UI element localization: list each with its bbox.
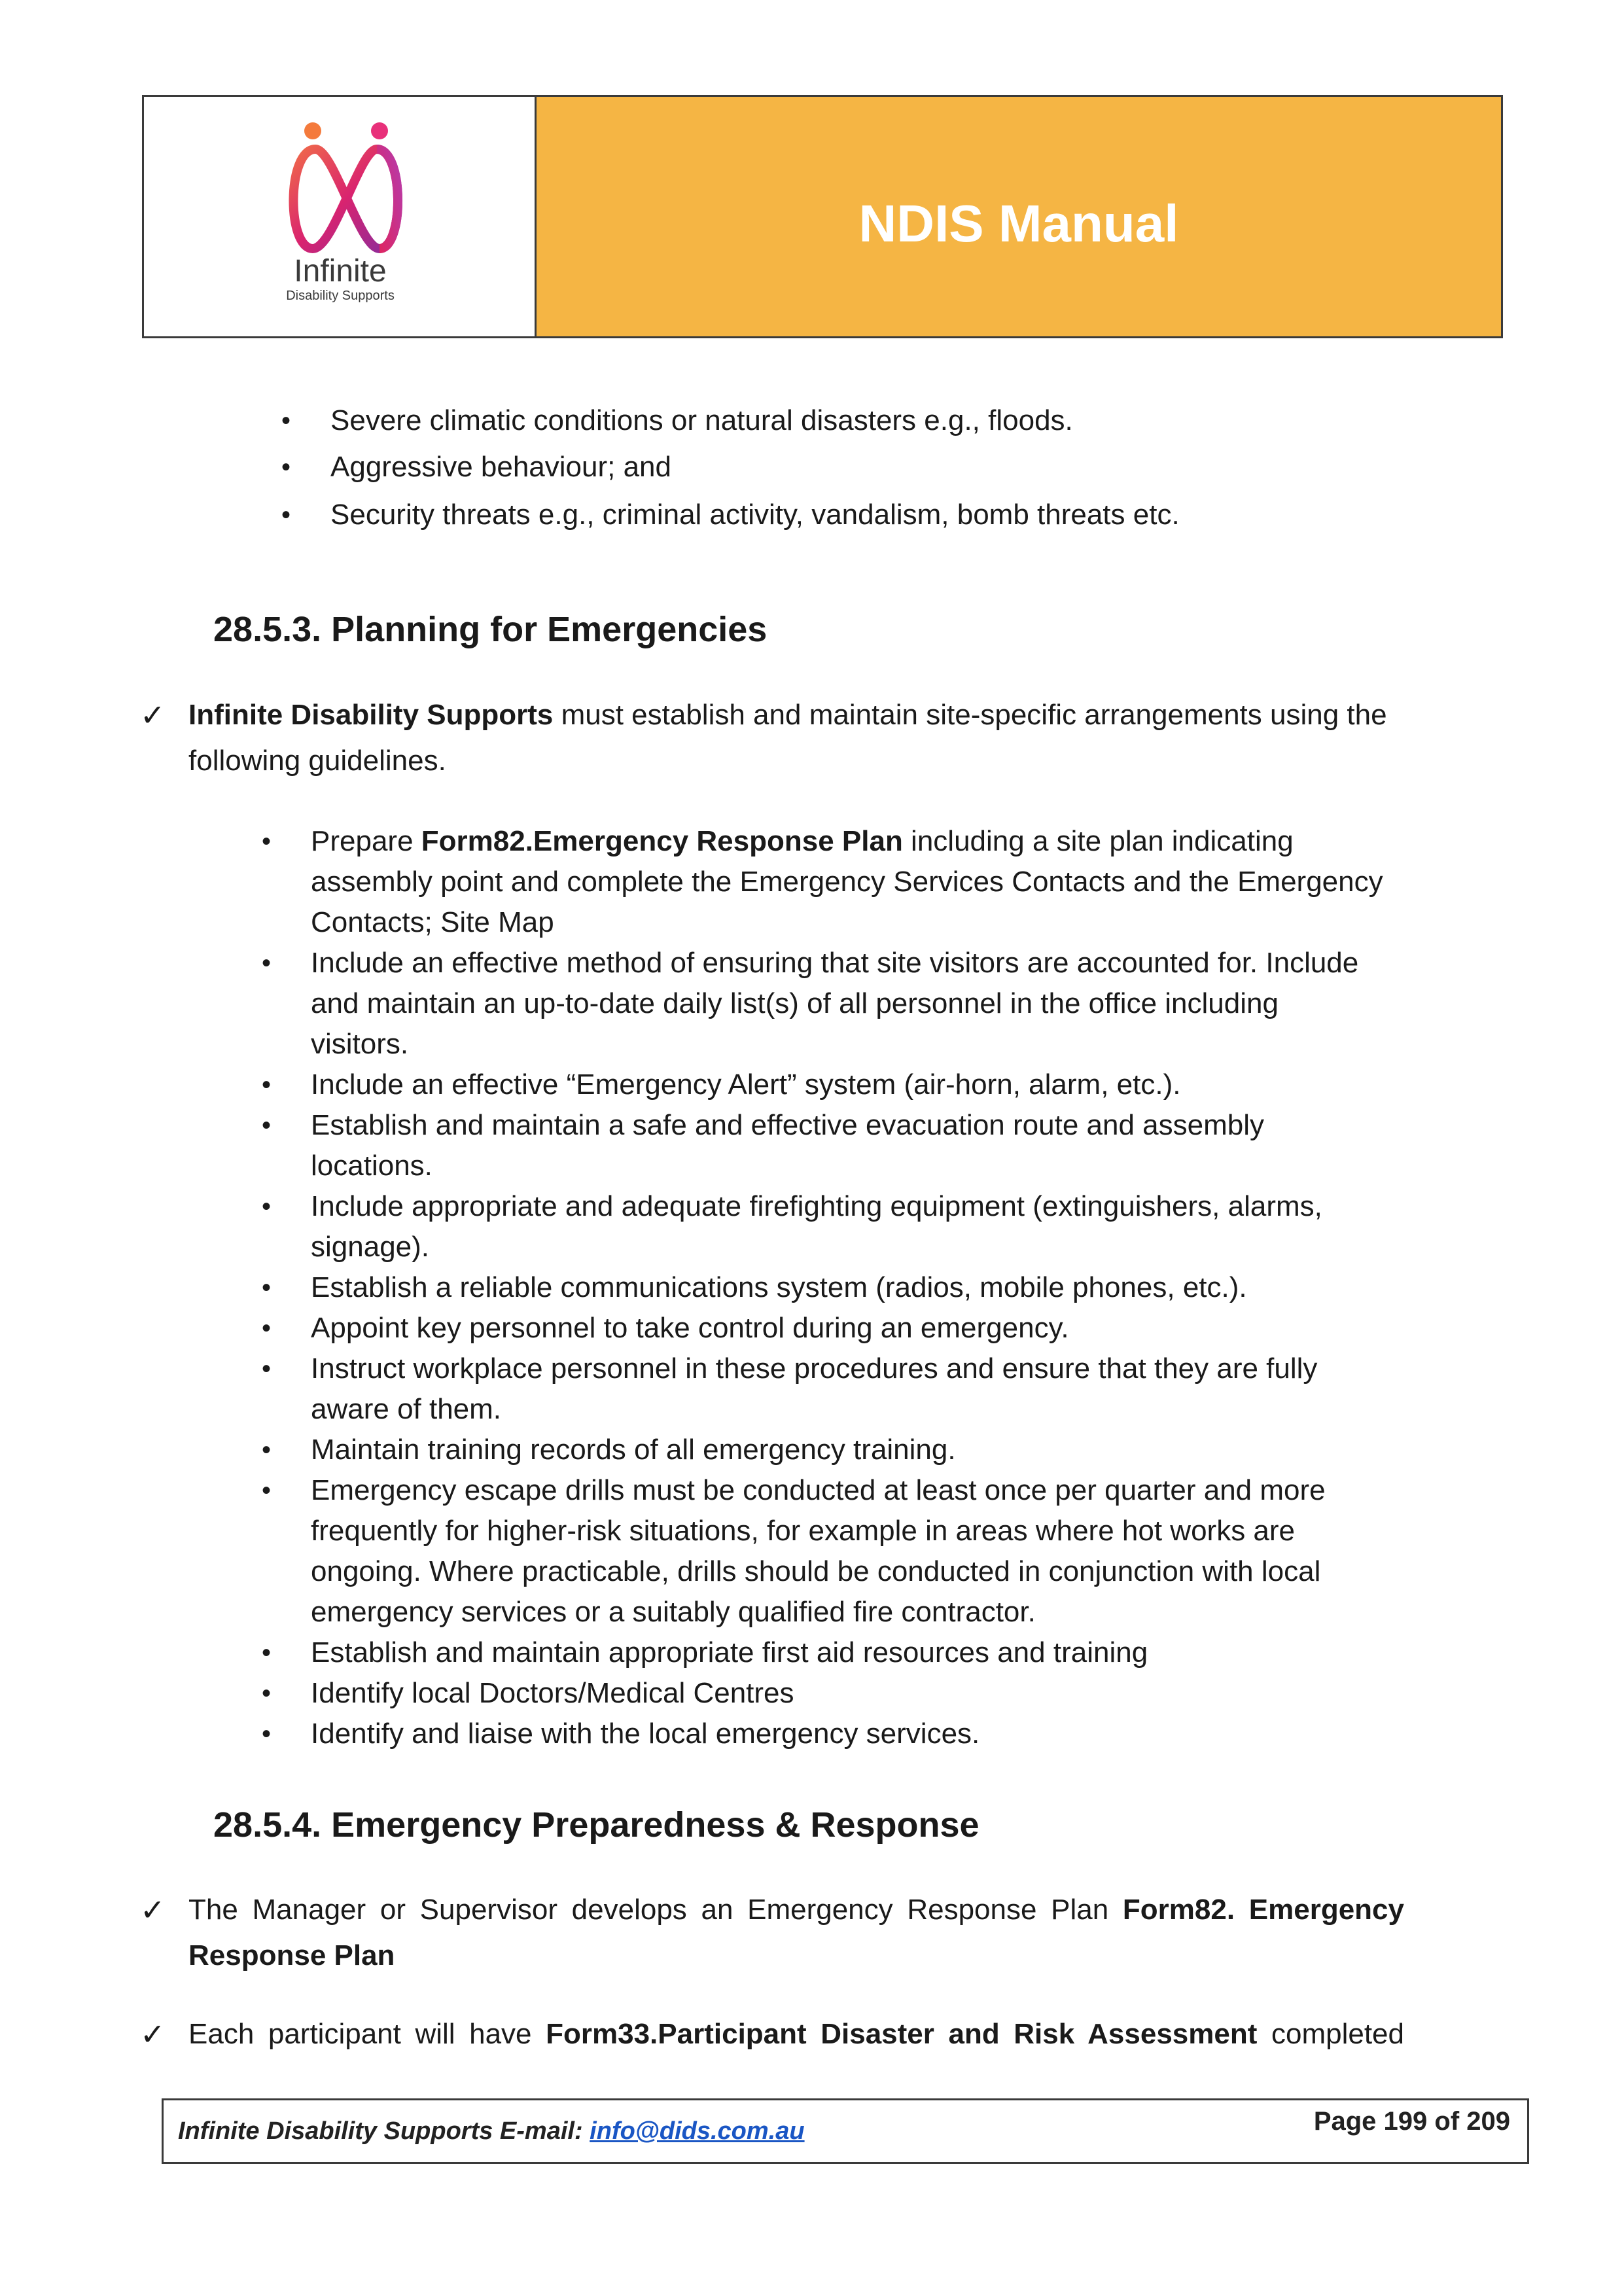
list-item: Include an effective method of ensuring that site visitors are accounted for. Include [311, 947, 1359, 979]
bullet-icon: • [262, 1476, 272, 1505]
list-item: Include appropriate and adequate firefighting equipment (extinguishers, alarms, [311, 1190, 1322, 1222]
list-item: Establish a reliable communications system (radios, mobile phones, etc.). [311, 1271, 1247, 1303]
list-item: Identify local Doctors/Medical Centres [311, 1677, 794, 1709]
list-item: Identify and liaise with the local emergency services. [311, 1718, 980, 1750]
list-item: Establish and maintain appropriate first aid resources and training [311, 1636, 1148, 1669]
checkmark-icon: ✓ [140, 2017, 166, 2051]
bullet-icon: • [262, 1354, 272, 1383]
list-item: frequently for higher-risk situations, for example in areas where hot works are [311, 1515, 1296, 1547]
list-item: Establish and maintain a safe and effective evacuation route and assembly [311, 1109, 1264, 1141]
list-item: Appoint key personnel to take control during an emergency. [311, 1312, 1069, 1344]
bullet-icon: • [262, 827, 272, 856]
checkmark-icon: ✓ [140, 1893, 166, 1927]
list-item: locations. [311, 1150, 432, 1182]
list-item: Include an effective “Emergency Alert” system (air-horn, alarm, etc.). [311, 1069, 1181, 1101]
document-header [142, 95, 1503, 338]
company-name: Infinite Disability Supports [188, 699, 554, 731]
bullet-icon: • [262, 1111, 272, 1140]
list-item: Instruct workplace personnel in these procedures and ensure that they are fully [311, 1352, 1318, 1385]
list-item: and maintain an up-to-date daily list(s) of all personnel in the office including [311, 987, 1279, 1019]
page-number: Page 199 of 209 [1313, 2107, 1510, 2136]
list-item: emergency services or a suitably qualified fire contractor. [311, 1596, 1036, 1628]
footer-contact: Infinite Disability Supports E-mail: info@dids.com.au [178, 2117, 805, 2145]
svg-text:Disability Supports: Disability Supports [286, 289, 395, 303]
list-item: Maintain training records of all emergency training. [311, 1434, 956, 1466]
list-item: Prepare Form82.Emergency Response Plan including a site plan indicating [311, 825, 1294, 857]
list-item: Security threats e.g., criminal activity, vandalism, bomb threats etc. [330, 499, 1180, 531]
bullet-icon: • [262, 1679, 272, 1708]
bullet-icon: • [262, 1314, 272, 1343]
bullet-icon: • [262, 1720, 272, 1748]
svg-text:Infinite: Infinite [294, 254, 387, 289]
document-title: NDIS Manual [858, 194, 1179, 253]
section-heading-preparedness: 28.5.4. Emergency Preparedness & Response [213, 1805, 980, 1845]
list-item: Severe climatic conditions or natural disasters e.g., floods. [330, 404, 1073, 436]
logo-cell [144, 97, 537, 336]
bullet-icon: • [262, 949, 272, 978]
email-link[interactable]: info@dids.com.au [590, 2117, 805, 2145]
list-item: Emergency escape drills must be conducted at least once per quarter and more [311, 1474, 1326, 1506]
check-item-participant: Each participant will have Form33.Participant Disaster and Risk Assessment completed [188, 2018, 1404, 2050]
title-cell [537, 97, 1501, 336]
list-item: Aggressive behaviour; and [330, 451, 671, 483]
bullet-icon: • [262, 1273, 272, 1302]
checkmark-icon: ✓ [140, 698, 166, 732]
bullet-icon: • [281, 453, 291, 482]
list-item: signage). [311, 1231, 430, 1263]
bullet-icon: • [281, 406, 291, 435]
check-item-manager-line2: Response Plan [188, 1939, 395, 1971]
bullet-icon: • [281, 501, 291, 529]
list-item: Contacts; Site Map [311, 906, 554, 938]
check-item-manager: The Manager or Supervisor develops an Emergency Response Plan Form82. Emergency [188, 1894, 1404, 1926]
list-item: ongoing. Where practicable, drills should be conducted in conjunction with local [311, 1555, 1321, 1587]
bullet-icon: • [262, 1638, 272, 1667]
section-heading-planning: 28.5.3. Planning for Emergencies [213, 610, 768, 649]
bullet-icon: • [262, 1070, 272, 1099]
bullet-icon: • [262, 1436, 272, 1464]
list-item: assembly point and complete the Emergency Services Contacts and the Emergency [311, 866, 1383, 898]
list-item: aware of them. [311, 1393, 502, 1425]
check-item-paragraph-line2: following guidelines. [188, 745, 446, 777]
infinite-logo-icon [144, 97, 537, 336]
list-item: visitors. [311, 1028, 409, 1060]
bullet-icon: • [262, 1192, 272, 1221]
document-footer [162, 2098, 1529, 2164]
check-item-paragraph: Infinite Disability Supports must establish and maintain site-specific arrangements using the [188, 699, 1387, 731]
